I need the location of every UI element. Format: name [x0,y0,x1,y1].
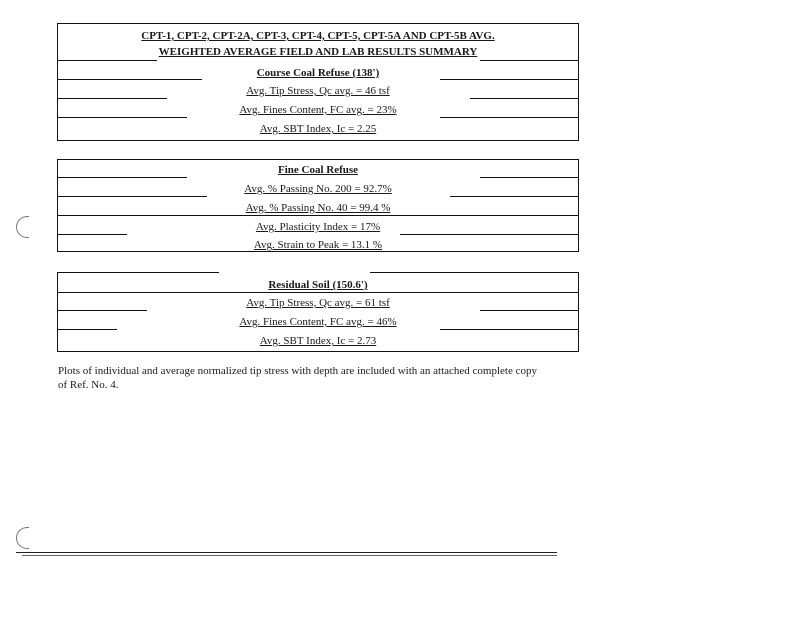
fine-row-passing-200: Avg. % Passing No. 200 = 92.7% [244,183,392,195]
fine-row-strain-to-peak: Avg. Strain to Peak = 13.1 % [253,239,383,251]
residual-row-fines-content: Avg. Fines Content, FC avg. = 46% [239,316,397,328]
residual-row-tip-stress: Avg. Tip Stress, Qc avg. = 61 tsf [246,297,390,309]
course-row-tip-stress: Avg. Tip Stress, Qc avg. = 46 tsf [246,85,390,97]
note-paragraph: Plots of individual and average normalized tip stress with depth are included with an attached complete copy of Ref. No. 4. [58,365,537,391]
binder-hole-mark-lower [16,527,29,549]
course-row-sbt-index: Avg. SBT Index, Ic = 2.25 [259,123,377,135]
bottom-rule [16,552,557,553]
course-row-fines-content: Avg. Fines Content, FC avg. = 23% [239,104,397,116]
section-title-residual-soil: Residual Soil (150.6') [268,279,368,291]
bottom-rule-shadow [22,555,557,556]
residual-row-sbt-index: Avg. SBT Index, Ic = 2.73 [259,335,377,347]
section-title-course-coal-refuse: Course Coal Refuse (138') [256,67,380,79]
fine-row-passing-40: Avg. % Passing No. 40 = 99.4 % [245,202,391,214]
summary-title-line2: WEIGHTED AVERAGE FIELD AND LAB RESULTS SUMMARY [158,46,478,58]
fine-row-plasticity-index: Avg. Plasticity Index = 17% [255,221,381,233]
section-title-fine-coal-refuse: Fine Coal Refuse [277,164,359,176]
binder-hole-mark-upper [16,216,29,238]
summary-title-line1: CPT-1, CPT-2, CPT-2A, CPT-3, CPT-4, CPT-5, CPT-5A AND CPT-5B AVG. [141,30,495,42]
